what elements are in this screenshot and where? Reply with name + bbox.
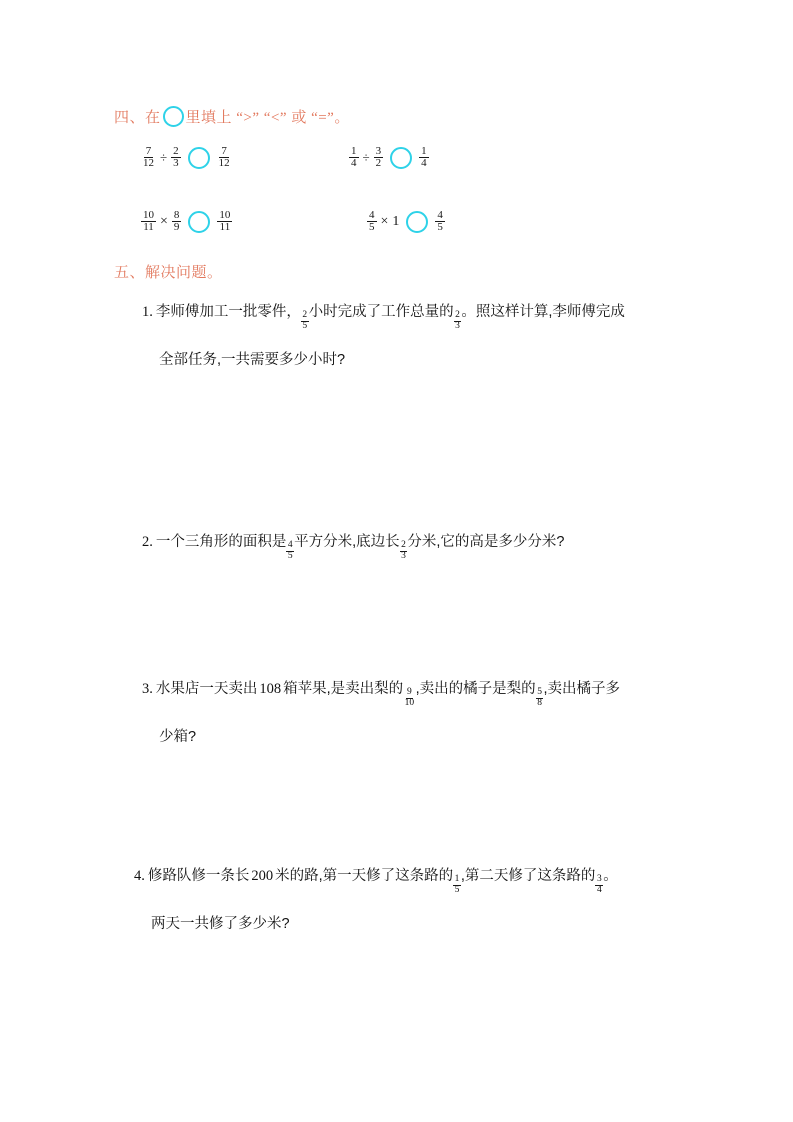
problem-3 — [142, 675, 620, 751]
fraction-4-5: $\frac{4}{5}$ — [369, 209, 375, 234]
fraction-2-5: $\frac{2}{5}$ — [302, 310, 308, 331]
problem-1-number: 1. — [142, 304, 153, 320]
section-five-heading: 五、解决问题。 — [114, 265, 223, 281]
compare-item-4 — [366, 210, 446, 233]
compare-expression-4 — [366, 210, 446, 233]
answer-circle-4[interactable] — [406, 211, 428, 233]
problem-2-line-1 — [142, 528, 565, 560]
problem-2-number: 2. — [142, 534, 153, 550]
operator-divide: ÷ — [362, 149, 370, 165]
problem-4-value: 200 — [251, 868, 274, 884]
problem-4-text-b: 米的路,第一天修了这条路的 — [275, 868, 454, 884]
problem-3-text-line2: 少箱? — [159, 729, 197, 745]
problem-2-text-b: 平方分米,底边长 — [294, 534, 400, 550]
problem-3-line-1 — [142, 675, 620, 707]
operator-multiply: × — [160, 213, 168, 229]
fraction-3-2: $\frac{3}{2}$ — [375, 145, 382, 170]
answer-circle-icon — [163, 106, 184, 127]
problem-4-text-d: 。 — [603, 868, 618, 884]
fraction-4-5-right: $\frac{4}{5}$ — [437, 209, 443, 234]
compare-expression-2 — [348, 146, 430, 169]
problem-1-text-b: 小时完成了工作总量的 — [308, 304, 454, 320]
problem-1-line-2 — [142, 346, 625, 374]
section-four-heading-suffix: 里填上 “>” “<” 或 “=”。 — [185, 110, 350, 126]
fraction-10-11: $\frac{10}{11}$ — [143, 209, 154, 234]
problem-4-number: 4. — [134, 868, 145, 884]
answer-circle-3[interactable] — [188, 211, 210, 233]
problem-3-text-b: 箱苹果,是卖出梨的 — [283, 681, 404, 697]
compare-item-3 — [140, 210, 233, 233]
operator-divide: ÷ — [160, 149, 168, 165]
compare-expression-3 — [140, 210, 233, 233]
answer-circle-2[interactable] — [390, 147, 412, 169]
problem-4-text-a: 修路队修一条长 — [147, 868, 250, 884]
problem-2-text-c: 分米,它的高是多少分米? — [407, 534, 565, 550]
fraction-2-3: $\frac{2}{3}$ — [455, 310, 460, 331]
problem-4-text-line2: 两天一共修了多少米? — [151, 916, 290, 932]
problem-1-line-1 — [142, 298, 625, 330]
operator-multiply: × — [380, 213, 389, 229]
problem-4-line-1 — [134, 862, 618, 894]
compare-expression-1 — [140, 146, 233, 169]
fraction-2-3: $\frac{2}{3}$ — [401, 540, 406, 561]
fraction-8-9: $\frac{8}{9}$ — [173, 209, 180, 234]
fraction-7-12: $\frac{7}{12}$ — [143, 145, 154, 170]
problem-3-line-2 — [142, 723, 620, 751]
problem-4 — [134, 862, 618, 938]
problem-1-text-c: 。照这样计算,李师傅完成 — [461, 304, 625, 320]
problem-3-text-c: ,卖出的橘子是梨的 — [415, 681, 536, 697]
problem-4-line-2 — [134, 910, 618, 938]
section-four-heading — [114, 106, 350, 127]
fraction-3-4: $\frac{3}{4}$ — [596, 874, 602, 895]
fraction-1-4: $\frac{1}{4}$ — [351, 145, 357, 170]
problem-3-number: 3. — [142, 681, 153, 697]
fraction-2-3: $\frac{2}{3}$ — [173, 145, 179, 170]
fraction-5-8: $\frac{5}{8}$ — [537, 687, 542, 708]
fraction-1-4-right: $\frac{1}{4}$ — [421, 145, 427, 170]
problem-3-text-a: 水果店一天卖出 — [155, 681, 258, 697]
problem-1-text-line2: 全部任务,一共需要多少小时? — [159, 352, 346, 368]
problem-1 — [142, 298, 625, 374]
fraction-10-11-right: $\frac{10}{11}$ — [219, 209, 231, 234]
fraction-1-5: $\frac{1}{5}$ — [454, 874, 460, 895]
problem-2-text-a: 一个三角形的面积是 — [155, 534, 287, 550]
problem-3-text-d: ,卖出橘子多 — [543, 681, 620, 697]
problem-4-text-c: ,第二天修了这条路的 — [460, 868, 596, 884]
problem-1-text-a: 李师傅加工一批零件， — [155, 304, 301, 320]
problem-2 — [142, 528, 565, 560]
fraction-7-12-right: $\frac{7}{12}$ — [218, 145, 230, 170]
fraction-4-5: $\frac{4}{5}$ — [287, 540, 293, 561]
answer-circle-1[interactable] — [188, 147, 210, 169]
section-four-heading-prefix: 四、在 — [114, 110, 161, 126]
compare-item-1 — [140, 146, 233, 169]
compare-item-2 — [348, 146, 430, 169]
whole-number-one: 1 — [392, 213, 400, 229]
fraction-9-10: $\frac{9}{10}$ — [404, 687, 415, 708]
problem-3-value: 108 — [259, 681, 282, 697]
